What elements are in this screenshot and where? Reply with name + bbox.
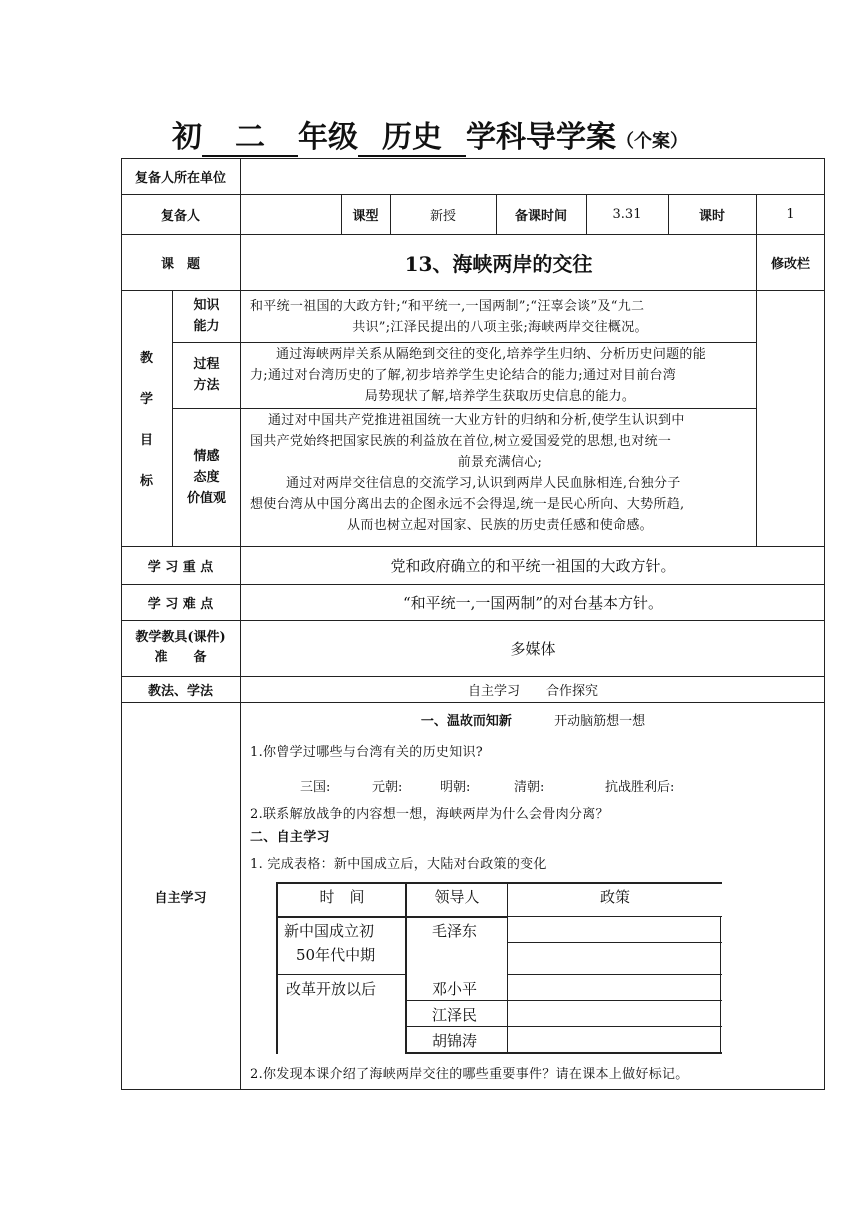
row-divider	[172, 342, 756, 343]
era-item: 元朝:	[372, 780, 403, 795]
unit-value	[241, 158, 825, 194]
title-subject-suffix: 学科导学案	[466, 120, 616, 155]
topic-label: 课 题	[160, 256, 200, 272]
leader-cell: 邓小平	[432, 980, 478, 998]
process-label-line: 方法	[193, 378, 220, 393]
task-1: 1. 完成表格：新中国成立后，大陆对台政策的变化	[250, 857, 547, 872]
methods-label: 教法、学法	[147, 683, 213, 699]
text-line: 共识”;江泽民提出的八项主张;海峡两岸交往概况。	[352, 320, 648, 335]
policy-table	[276, 882, 722, 1054]
tools-label-line: 教学教具(课件)	[135, 630, 226, 645]
knowledge-text	[250, 296, 750, 338]
methods-value: 自主学习 合作探究	[467, 683, 598, 699]
title-subject: 历史	[358, 121, 466, 157]
row-divider	[172, 408, 756, 409]
section1-heading	[241, 710, 825, 729]
objectives-label-char: 目	[139, 433, 153, 448]
text-line: 国共产党始终把国家民族的利益放在首位,树立爱国爱党的思想,也对统一	[250, 434, 672, 449]
section1-subtitle: 开动脑筋想一想	[554, 714, 646, 729]
emotion-label	[173, 408, 240, 546]
era-item: 三国:	[300, 780, 331, 795]
question-2: 2.联系解放战争的内容想一想，海峡两岸为什么会骨肉分离？	[250, 807, 609, 822]
title-prefix: 初	[172, 120, 202, 155]
leader-cell: 毛泽东	[432, 922, 478, 940]
period-value: 1	[786, 206, 795, 222]
unit-label: 复备人所在单位	[134, 170, 226, 186]
text-line: 通过海峡两岸关系从隔绝到交往的变化,培养学生归纳、分析历史问题的能	[276, 347, 707, 362]
section2-title: 二、自主学习	[250, 830, 330, 845]
era-item: 明朝:	[440, 780, 471, 795]
process-label	[173, 342, 240, 408]
page-title	[0, 112, 860, 157]
preparer-label: 复备人	[160, 208, 200, 224]
process-label-line: 过程	[193, 357, 220, 372]
column-header: 时 间	[319, 888, 365, 906]
prep-time-label: 备课时间	[514, 208, 567, 224]
knowledge-label-line: 能力	[193, 319, 220, 334]
text-line: 想使台湾从中国分离出去的企图永远不会得逞,统一是民心所向、大势所趋,	[250, 497, 685, 512]
self-study-label: 自主学习	[154, 890, 207, 906]
difficulty-label: 学 习 难 点	[147, 596, 214, 612]
knowledge-label-line: 知识	[193, 298, 220, 313]
emotion-label-line: 情感	[193, 448, 220, 464]
prep-time-value: 3.31	[612, 206, 642, 222]
tools-value: 多媒体	[510, 639, 556, 658]
objectives-label-char: 标	[139, 474, 153, 489]
tools-label-line: 准 备	[154, 650, 207, 665]
column-header: 领导人	[434, 888, 480, 906]
time-cell: 新中国成立初	[284, 922, 375, 940]
question-1: 1.你曾学过哪些与台湾有关的历史知识?	[250, 745, 484, 760]
tools-label	[121, 620, 240, 676]
era-item: 清朝:	[514, 780, 545, 795]
leader-cell: 胡锦涛	[432, 1032, 478, 1050]
emotion-text	[250, 410, 750, 536]
time-cell: 改革开放以后	[286, 980, 377, 998]
text-line: 和平统一祖国的大政方针;“和平统一,一国两制”;“汪辜会谈”及“九二	[250, 299, 645, 314]
text-line: 力;通过对台湾历史的了解,初步培养学生史论结合的能力;通过对目前台湾	[250, 368, 677, 383]
column-header: 政策	[599, 888, 630, 906]
objectives-label-char: 教	[139, 351, 153, 366]
topic-value: 13、海峡两岸的交往	[404, 251, 593, 276]
emotion-label-line: 价值观	[186, 490, 226, 506]
era-list	[300, 776, 720, 795]
key-point-value: 党和政府确立的和平统一祖国的大政方针。	[390, 556, 676, 575]
task-2: 2.你发现本课介绍了海峡两岸交往的哪些重要事件？请在课本上做好标记。	[250, 1067, 689, 1082]
knowledge-label	[173, 290, 240, 342]
process-text	[250, 344, 750, 407]
title-grade-suffix: 年级	[298, 120, 358, 155]
title-note: （个案）	[616, 131, 688, 152]
revise-column-label: 修改栏	[770, 256, 810, 272]
difficulty-value: “和平统一,一国两制”的对台基本方针。	[402, 593, 664, 612]
text-line: 通过对两岸交往信息的交流学习,认识到两岸人民血脉相连,台独分子	[286, 476, 681, 491]
era-item: 抗战胜利后:	[605, 780, 675, 795]
section1-title: 一、温故而知新	[420, 714, 512, 729]
objectives-label-char: 学	[139, 392, 153, 407]
title-grade: 二	[202, 121, 298, 157]
text-line: 前景充满信心;	[457, 455, 543, 470]
leader-cell: 江泽民	[432, 1006, 478, 1024]
time-cell: 50年代中期	[296, 946, 376, 964]
objectives-label	[121, 290, 172, 546]
emotion-label-line: 态度	[193, 469, 220, 485]
text-line: 局势现状了解,培养学生获取历史信息的能力。	[364, 389, 636, 404]
lesson-type-value: 新授	[429, 208, 456, 224]
period-label: 课时	[698, 208, 725, 224]
key-point-label: 学 习 重 点	[147, 559, 214, 575]
text-line: 从而也树立起对国家、民族的历史责任感和使命感。	[347, 518, 653, 533]
preparer-value	[241, 194, 341, 234]
text-line: 通过对中国共产党推进祖国统一大业方针的归纳和分析,使学生认识到中	[268, 413, 685, 428]
lesson-type-label: 课型	[352, 208, 379, 224]
